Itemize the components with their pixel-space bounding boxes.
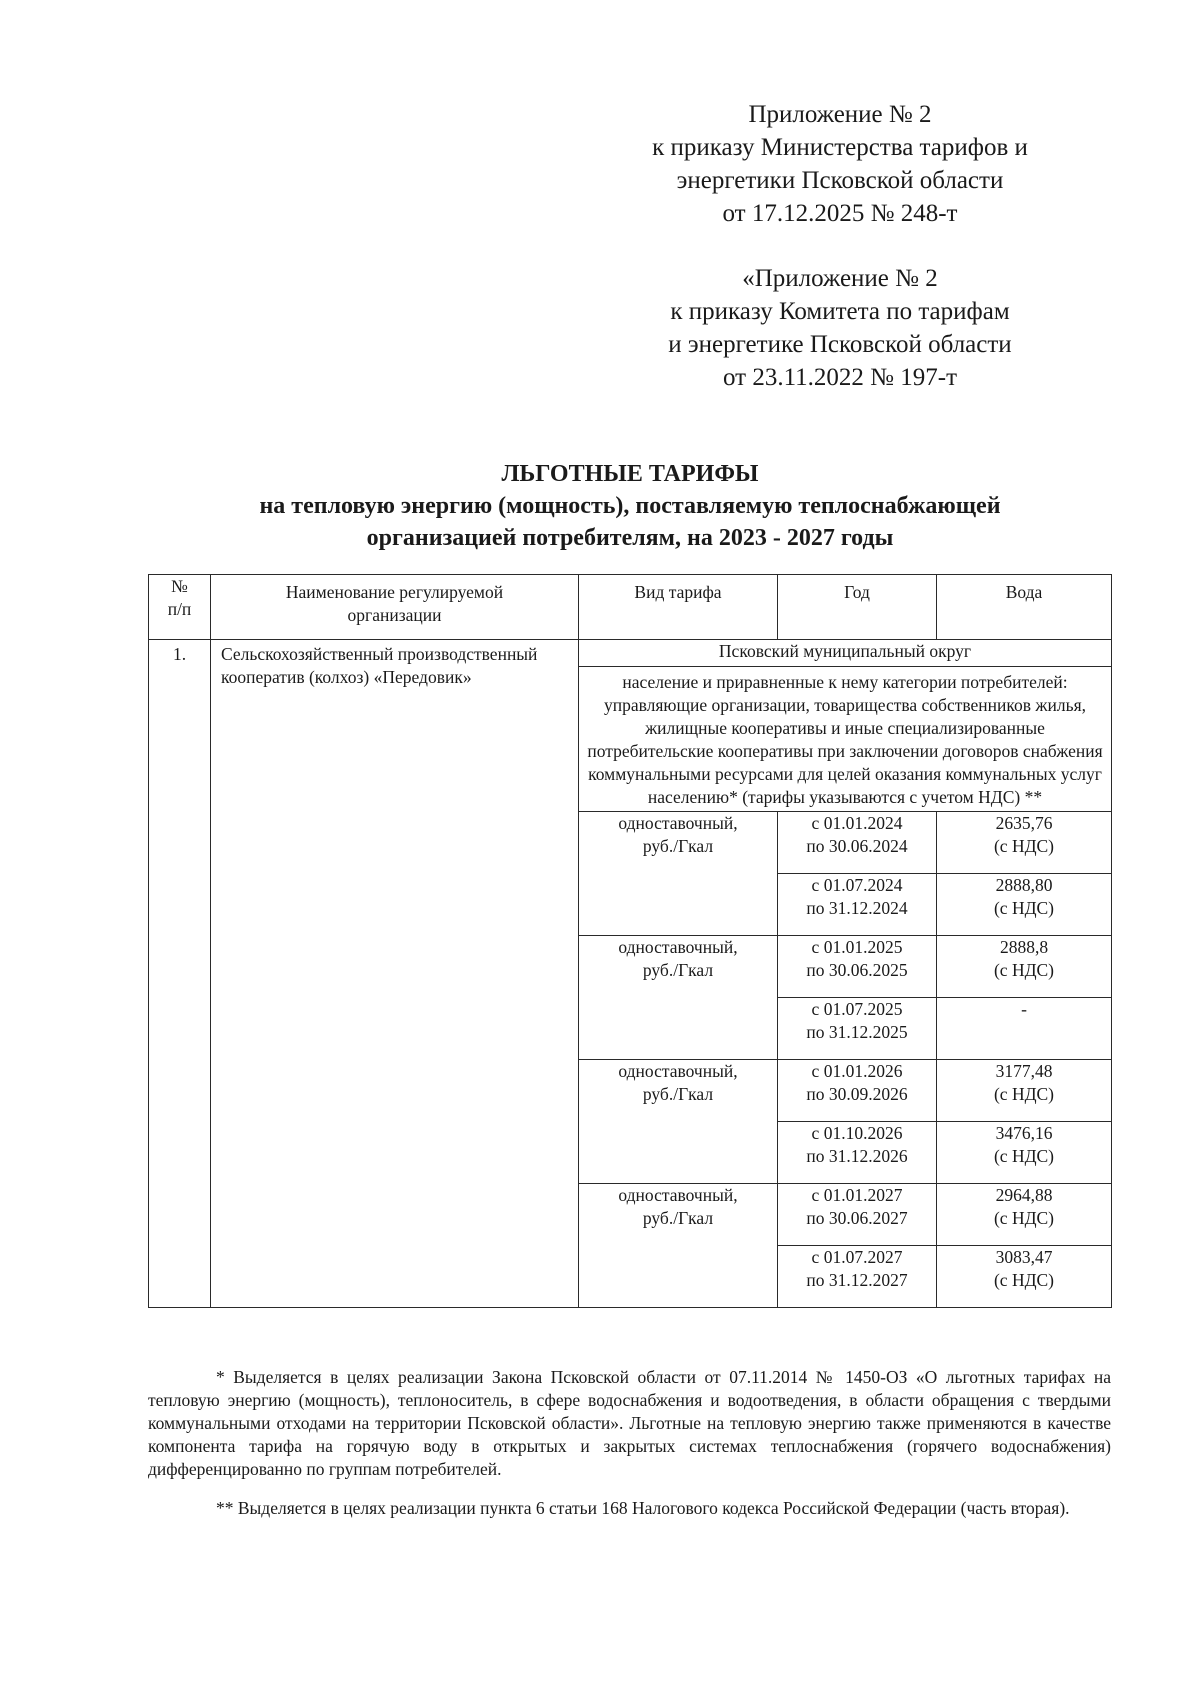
period-from: с 01.01.2025 bbox=[811, 937, 903, 957]
header-kind: Вид тарифа bbox=[579, 575, 778, 640]
tariff-value: 3476,16 bbox=[995, 1123, 1053, 1143]
header-year: Год bbox=[778, 575, 937, 640]
tariff-kind bbox=[579, 936, 778, 1060]
period-to: по 31.12.2024 bbox=[806, 898, 908, 918]
tariff-kind bbox=[579, 1184, 778, 1308]
title-line: ЛЬГОТНЫЕ ТАРИФЫ bbox=[501, 461, 759, 487]
tariff-value: 3083,47 bbox=[995, 1247, 1053, 1267]
period-to: по 31.12.2027 bbox=[806, 1270, 908, 1290]
period-cell bbox=[778, 1184, 937, 1246]
vat-note: (с НДС) bbox=[993, 1270, 1055, 1290]
period-cell bbox=[778, 936, 937, 998]
appendix-line: Приложение № 2 bbox=[748, 101, 932, 128]
tariff-value: 2888,80 bbox=[995, 875, 1053, 895]
period-from: с 01.01.2024 bbox=[811, 813, 903, 833]
tariff-value: 3177,48 bbox=[995, 1061, 1053, 1081]
period-from: с 01.01.2026 bbox=[811, 1061, 903, 1081]
water-value-cell bbox=[937, 812, 1112, 874]
header-num bbox=[149, 575, 211, 640]
appendix-line: к приказу Министерства тарифов и bbox=[652, 134, 1028, 161]
period-to: по 31.12.2026 bbox=[806, 1146, 908, 1166]
tariff-value: 2964,88 bbox=[995, 1185, 1053, 1205]
appendix-header-previous bbox=[560, 262, 1120, 394]
tariff-kind-line2: руб./Гкал bbox=[642, 1084, 714, 1104]
period-from: с 01.07.2027 bbox=[811, 1247, 903, 1267]
vat-note: (с НДС) bbox=[993, 1084, 1055, 1104]
water-value-cell bbox=[937, 936, 1112, 998]
vat-note: (с НДС) bbox=[993, 1146, 1055, 1166]
tariff-value: 2635,76 bbox=[995, 813, 1053, 833]
tariff-table bbox=[148, 574, 1112, 1308]
period-from: с 01.10.2026 bbox=[811, 1123, 903, 1143]
period-from: с 01.01.2027 bbox=[811, 1185, 903, 1205]
footnotes bbox=[148, 1366, 1111, 1536]
period-cell bbox=[778, 1122, 937, 1184]
header-num-line2: п/п bbox=[167, 599, 192, 619]
org-name: Сельскохозяйственный производственный кооператив (колхоз) «Передовик» bbox=[211, 640, 579, 1308]
tariff-kind-line1: одноставочный, bbox=[618, 937, 738, 957]
appendix-line: от 17.12.2025 № 248-т bbox=[722, 200, 958, 227]
consumer-category: население и приравненные к нему категории потребителей: управляющие организации, товарищества собственников жилья, жилищные кооперативы и иные специализированные потребительские кооперативы при заключении договоров снабжения коммунальными ресурсами для целей оказания коммунальных услуг населению* (тарифы указываются с учетом НДС) ** bbox=[579, 667, 1112, 812]
footnote-1: * Выделяется в целях реализации Закона Псковской области от 07.11.2014 № 1450-ОЗ «О льготных тарифах на тепловую энергию (мощность), теплоноситель, в сфере водоснабжения и водоотведения, в области обращения с твердыми коммунальными отходами на территории Псковской области». Льготные на тепловую энергию также применяются в качестве компонента тарифа на горячую воду в открытых и закрытых системах теплоснабжения (горячего водоснабжения) дифференцированно по группам потребителей. bbox=[148, 1367, 1111, 1479]
header-org-line1: Наименование регулируемой bbox=[285, 582, 504, 602]
vat-note: (с НДС) bbox=[993, 836, 1055, 856]
period-from: с 01.07.2025 bbox=[811, 999, 903, 1019]
period-from: с 01.07.2024 bbox=[811, 875, 903, 895]
table-row bbox=[149, 640, 1112, 667]
footnote-2: ** Выделяется в целях реализации пункта 6 статьи 168 Налогового кодекса Российской Федерации (часть вторая). bbox=[216, 1498, 1070, 1518]
period-cell bbox=[778, 1246, 937, 1308]
water-value-cell bbox=[937, 1122, 1112, 1184]
water-value-cell bbox=[937, 1246, 1112, 1308]
header-water: Вода bbox=[937, 575, 1112, 640]
table-header-row bbox=[149, 575, 1112, 640]
period-cell bbox=[778, 1060, 937, 1122]
header-num-line1: № bbox=[171, 576, 188, 596]
title-line: на тепловую энергию (мощность), поставляемую теплоснабжающей bbox=[259, 493, 1001, 519]
title-line: организацией потребителям, на 2023 - 2027 годы bbox=[366, 525, 894, 551]
period-to: по 30.09.2026 bbox=[806, 1084, 908, 1104]
period-cell bbox=[778, 998, 937, 1060]
tariff-value: 2888,8 bbox=[999, 937, 1049, 957]
appendix-line: «Приложение № 2 bbox=[742, 265, 938, 292]
water-value-cell bbox=[937, 998, 1112, 1060]
appendix-line: и энергетике Псковской области bbox=[668, 331, 1012, 358]
header-org-line2: организации bbox=[347, 605, 442, 625]
period-to: по 30.06.2027 bbox=[806, 1208, 908, 1228]
vat-note: (с НДС) bbox=[993, 898, 1055, 918]
vat-note: (с НДС) bbox=[993, 1208, 1055, 1228]
vat-note: (с НДС) bbox=[993, 960, 1055, 980]
tariff-kind-line1: одноставочный, bbox=[618, 1061, 738, 1081]
period-to: по 30.06.2024 bbox=[806, 836, 908, 856]
district-name: Псковский муниципальный округ bbox=[579, 640, 1112, 667]
tariff-kind bbox=[579, 1060, 778, 1184]
tariff-kind-line2: руб./Гкал bbox=[642, 836, 714, 856]
tariff-kind-line2: руб./Гкал bbox=[642, 960, 714, 980]
document-title bbox=[140, 458, 1120, 554]
appendix-line: от 23.11.2022 № 197-т bbox=[722, 364, 958, 391]
period-cell bbox=[778, 812, 937, 874]
appendix-line: к приказу Комитета по тарифам bbox=[670, 298, 1010, 325]
tariff-kind-line1: одноставочный, bbox=[618, 1185, 738, 1205]
water-value-cell bbox=[937, 1184, 1112, 1246]
appendix-header bbox=[560, 98, 1120, 230]
tariff-kind bbox=[579, 812, 778, 936]
period-cell bbox=[778, 874, 937, 936]
period-to: по 30.06.2025 bbox=[806, 960, 908, 980]
period-to: по 31.12.2025 bbox=[806, 1022, 908, 1042]
water-value-cell bbox=[937, 874, 1112, 936]
tariff-value: - bbox=[1021, 999, 1027, 1019]
row-number: 1. bbox=[149, 640, 211, 1308]
water-value-cell bbox=[937, 1060, 1112, 1122]
appendix-line: энергетики Псковской области bbox=[676, 167, 1004, 194]
tariff-kind-line2: руб./Гкал bbox=[642, 1208, 714, 1228]
tariff-kind-line1: одноставочный, bbox=[618, 813, 738, 833]
header-org bbox=[211, 575, 579, 640]
